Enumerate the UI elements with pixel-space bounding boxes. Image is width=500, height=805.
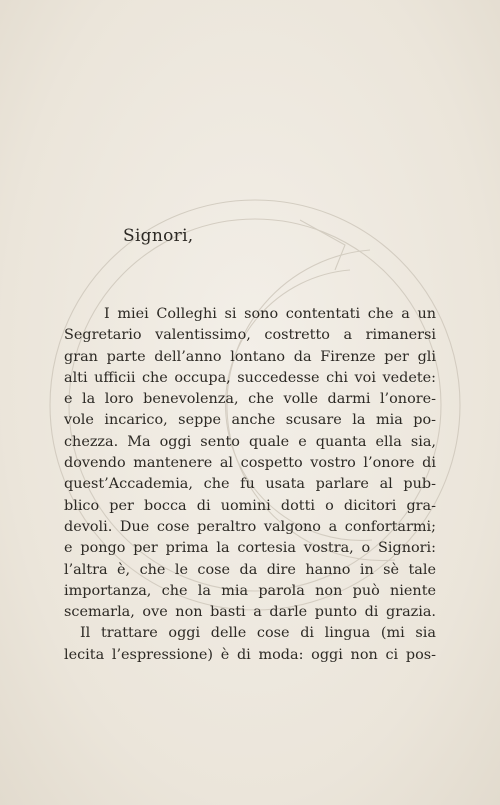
text-line: dovendo mantenere al cospetto vostro l’onore di [64, 455, 436, 472]
text-line: chezza. Ma oggi sento quale e quanta ella sia, [64, 433, 436, 450]
text-line: scemarla, ove non basti a darle punto di grazia. [64, 604, 436, 621]
paragraph [64, 623, 436, 666]
text-line: alti ufficii che occupa, succedesse chi voi vedete: [64, 369, 436, 386]
text-line: devoli. Due cose peraltro valgono a confortarmi; [64, 518, 436, 535]
paragraph [64, 304, 436, 623]
text-line: importanza, che la mia parola non può niente [64, 582, 436, 599]
text-line: I miei Colleghi si sono contentati che a un [104, 306, 436, 322]
text-line: quest’Accademia, che fu usata parlare al pub- [64, 476, 436, 493]
text-line: vole incarico, seppe anche scusare la mia po- [64, 412, 436, 429]
text-line: Segretario valentissimo, costretto a rimanersi [64, 327, 436, 344]
text-line: e pongo per prima la cortesia vostra, o Signori: [64, 540, 436, 557]
salutation: Signori, [123, 226, 194, 246]
text-line: Il trattare oggi delle cose di lingua (mi sia [80, 625, 436, 642]
text-line: blico per bocca di uomini dotti o dicitori gra- [64, 497, 436, 514]
body-text [64, 304, 436, 666]
text-line: l’altra è, che le cose da dire hanno in sè tale [64, 561, 436, 578]
text-line: gran parte dell’anno lontano da Firenze per gli [64, 348, 436, 365]
text-line: lecita l’espressione) è di moda: oggi non ci pos- [64, 646, 436, 663]
text-line: e la loro benevolenza, che volle darmi l’onore- [64, 391, 436, 408]
